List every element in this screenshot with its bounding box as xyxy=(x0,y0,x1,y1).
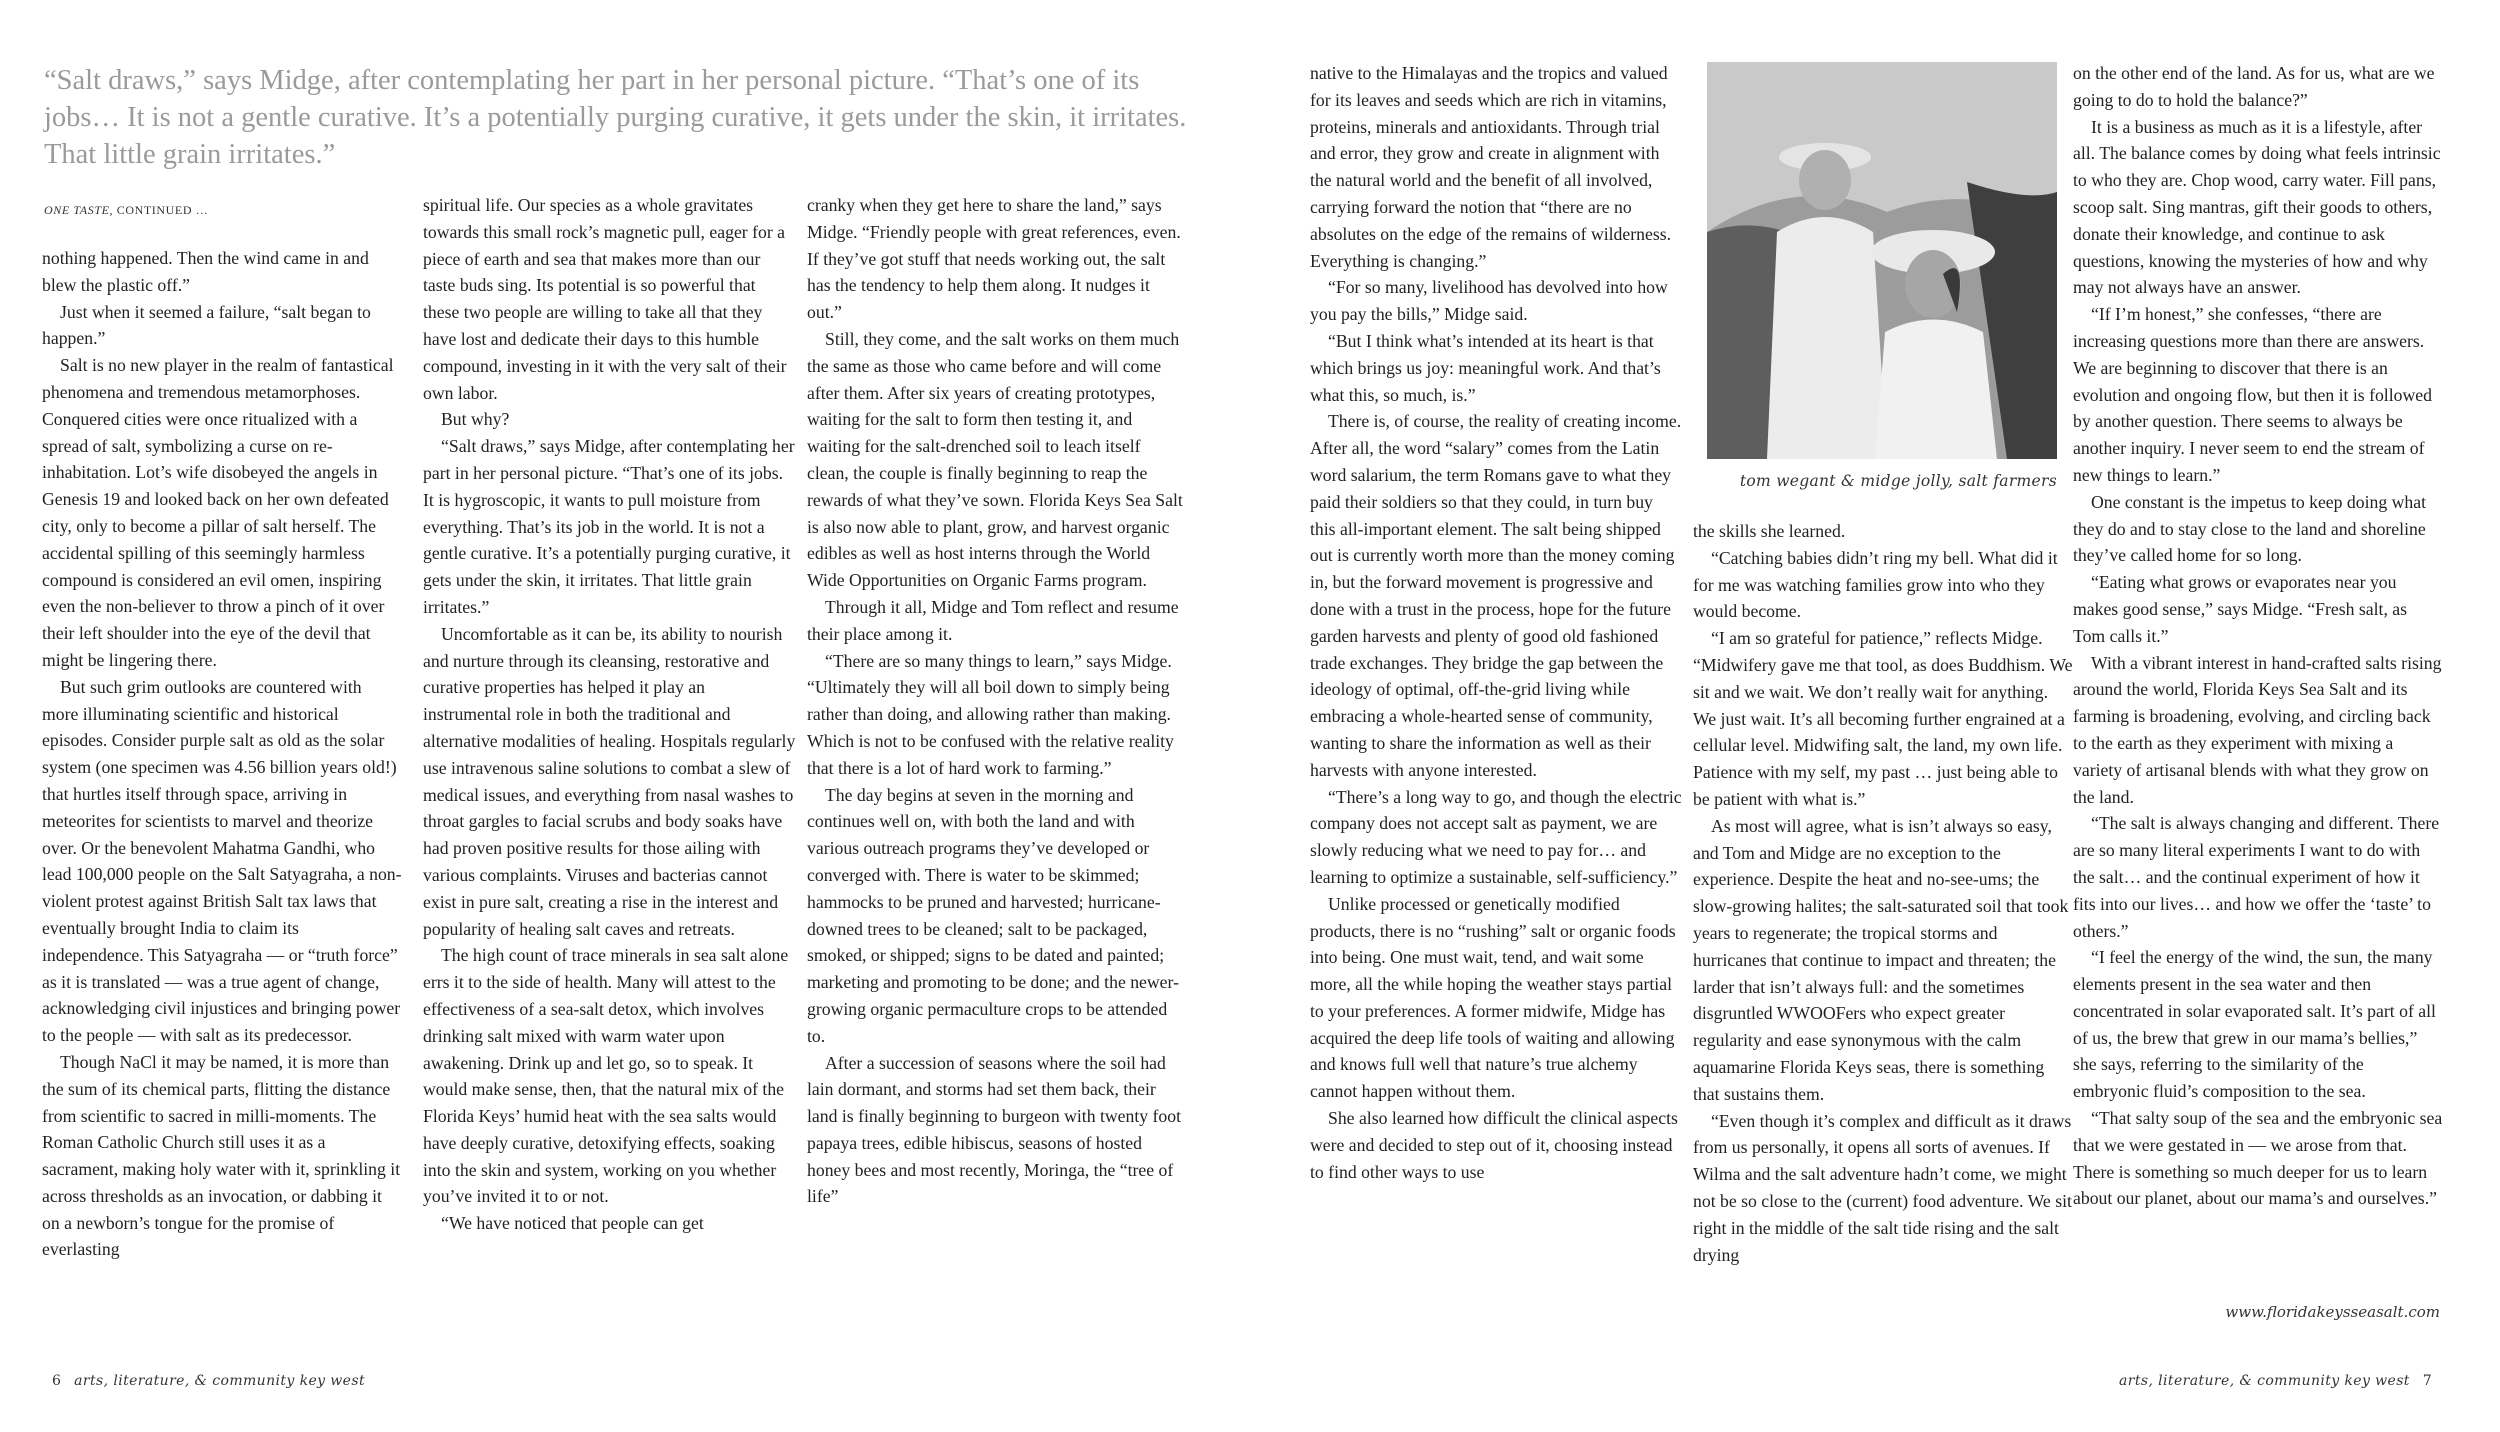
paragraph: “The salt is always changing and different. There are so many literal experiments I want to do with the salt… and the continual experiment of how it fits into our lives… and how we offer the ‘taste’ to others.” xyxy=(2073,813,2440,941)
paragraph: One constant is the impetus to keep doing what they do and to stay close to the land and shoreline they’ve called home for so long. xyxy=(2073,491,2427,566)
right-column-3 xyxy=(2073,60,2443,1320)
paragraph: There is, of course, the reality of creating income. After all, the word “salary” comes from the Latin word salarium, the term Romans gave to what they paid their soldiers so that they could, in turn buy this all-important element. The salt being shipped out is currently worth more than the money coming in, but the forward movement is progressive and done with a trust in the process, hope for the future garden harvests and plenty of good old fashioned trade exchanges. They bridge the gap between the ideology of optimal, off-the-grid living while embracing a whole-hearted sense of community, wanting to share the information as well as their harvests with anyone interested. xyxy=(1310,411,1682,780)
paragraph: After a succession of seasons where the soil had lain dormant, and storms had set them back, their land is finally beginning to burgeon with twenty foot papaya trees, edible hibiscus, seasons of hosted honey bees and most recently, Moringa, the “tree of life” xyxy=(807,1052,1182,1207)
paragraph: “Eating what grows or evaporates near you makes good sense,” says Midge. “Fresh salt, as Tom calls it.” xyxy=(2073,572,2408,646)
website-signature: www.floridakeysseasalt.com xyxy=(2225,1303,2440,1321)
footer-left xyxy=(44,1373,365,1389)
paragraph: spiritual life. Our species as a whole gravitates towards this small rock’s magnetic pull, eager for a piece of earth and sea that makes more than our taste buds sing. Its potential is so powerful that these two people are willing to take all that they have lost and dedicate their days to this humble compound, investing in it with the very salt of their own labor. xyxy=(423,195,787,403)
paragraph: “I feel the energy of the wind, the sun, the many elements present in the sea water and then concentrated in solar evaporated salt. It’s part of all of us, the brew that grew in our mama’s bellies,” she says, referring to the similarity of the embryonic fluid’s composition to the sea. xyxy=(2073,947,2436,1102)
paragraph: Uncomfortable as it can be, its ability to nourish and nurture through its cleansing, restorative and curative properties has helped it play an instrumental role in both the traditional and alternative modalities of healing. Hospitals regularly use intravenous saline solutions to combat a slew of medical issues, and everything from nasal washes to throat gargles to facial scrubs and body soaks have had proven positive results for those ailing with various complaints. Viruses and bacterias cannot exist in pure salt, creating a rise in the interest and popularity of healing salt caves and retreats. xyxy=(423,623,796,939)
paragraph: With a vibrant interest in hand-crafted salts rising around the world, Florida Keys Sea Salt and its farming is broadening, evolving, and circling back to the earth as they experiment with mixing a variety of artisanal blends with what they grow on the land. xyxy=(2073,652,2442,807)
page-number: 7 xyxy=(2422,1373,2432,1389)
paragraph: Though NaCl it may be named, it is more than the sum of its chemical parts, flitting the distance from scientific to sacred in milli-moments. The Roman Catholic Church still uses it as a sacrament, making holy water with it, sprinkling it across thresholds as an invocation, or dabbing it on a newborn’s tongue for the promise of everlasting xyxy=(42,1051,401,1260)
continued-label xyxy=(44,203,208,218)
paragraph: nothing happened. Then the wind came in and blew the plastic off.” xyxy=(42,248,369,295)
paragraph: Just when it seemed a failure, “salt began to happen.” xyxy=(42,301,371,349)
paragraph: But such grim outlooks are countered with more illuminating scientific and historical episodes. Consider purple salt as old as the solar system (one specimen was 4.56 billion years old!) that hurtles itself through space, arriving in meteorites for scientists to marvel and theorize over. Or the benevolent Mahatma Gandhi, who lead 100,000 people on the Salt Satyagraha, a non-violent protest against British Salt tax laws that eventually brought India to claim its independence. This Satyagraha — or “truth force” as it is translated — was a true agent of change, acknowledging civil injustices and bringing power to the people — with salt as its predecessor. xyxy=(42,676,402,1046)
paragraph: “Salt draws,” says Midge, after contemplating her part in her personal picture. “That’s one of its jobs. It is hygroscopic, it wants to pull moisture from everything. That’s its job in the world. It is not a gentle curative. It’s a potentially purging curative, it gets under the skin, it irritates. That little grain irritates.” xyxy=(423,436,795,617)
left-column-3 xyxy=(807,192,1183,1320)
footer-text: arts, literature, & community key west xyxy=(74,1373,365,1389)
paragraph: Salt is no new player in the realm of fantastical phenomena and tremendous metamorphoses. Conquered cities were once ritualized with a spread of salt, symbolizing a curse on re-inhabitation. Lot’s wife disobeyed the angels in Genesis 19 and looked back on her own defeated city, only to become a pillar of salt herself. The accidental spilling of this seemingly harmless compound is considered an evil omen, inspiring even the non-believer to throw a pinch of it over their left shoulder into the eye of the devil that might be lingering there. xyxy=(42,355,394,670)
pull-quote: “Salt draws,” says Midge, after contemplating her part in her personal picture. “That’s one of its jobs… It is not a gentle curative. It’s a potentially purging curative, it gets under the skin, it irritates. That little grain irritates.” xyxy=(44,65,1187,170)
paragraph: Unlike processed or genetically modified products, there is no “rushing” salt or organic foods into being. One must wait, tend, and wait some more, all the while hoping the weather stays partial to your preferences. A former midwife, Midge has acquired the deep life tools of waiting and allowing and knows full well that nature’s true alchemy cannot happen without them. xyxy=(1310,893,1676,1102)
paragraph: Still, they come, and the salt works on them much the same as those who came before and will come after them. After six years of creating prototypes, waiting for the salt to form then testing it, and waiting for the salt-drenched soil to leach itself clean, the couple is finally beginning to reap the rewards of what they’ve sown. Florida Keys Sea Salt is also now able to plant, grow, and harvest organic edibles as well as host interns through the World Wide Opportunities on Organic Farms program. xyxy=(807,328,1183,591)
paragraph: on the other end of the land. As for us, what are we going to do to hold the balance?” xyxy=(2073,63,2435,110)
paragraph: “I am so grateful for patience,” reflects Midge. “Midwifery gave me that tool, as does Buddhism. We sit and we wait. We don’t really wait for anything. We just wait. It’s all becoming further engrained at a cellular level. Midwifing salt, the land, my own life. Patience with my self, my past … just being able to be patient with what is.” xyxy=(1693,628,2073,809)
left-column-1 xyxy=(42,245,402,1320)
paragraph: “If I’m honest,” she confesses, “there are increasing questions more than there are answers. We are beginning to discover that there is an evolution and ongoing flow, but then it is followed by another question. There seems to always be another inquiry. I never seem to end the stream of new things to learn.” xyxy=(2073,304,2432,485)
paragraph: It is a business as much as it is a lifestyle, after all. The balance comes by doing what feels intrinsic to who they are. Chop wood, carry water. Fill pans, scoop salt. Sing mantras, gift their goods to others, donate their knowledge, and continue to ask questions, knowing the mysteries of how and why may not always have an answer. xyxy=(2073,116,2441,298)
right-column-2 xyxy=(1693,518,2073,1320)
paragraph: Through it all, Midge and Tom reflect and resume their place among it. xyxy=(807,596,1179,644)
footer-right xyxy=(2119,1373,2440,1389)
paragraph: “Even though it’s complex and difficult as it draws from us personally, it opens all sorts of avenues. If Wilma and the salt adventure hadn’t come, we might not be so close to the (current) food adventure. We sit right in the middle of the salt tide rising and the salt drying xyxy=(1693,1110,2072,1265)
paragraph: cranky when they get here to share the land,” says Midge. “Friendly people with great references, even. If they’ve got stuff that needs working out, the salt has the tendency to help them along. It nudges it out.” xyxy=(807,195,1181,323)
page-number: 6 xyxy=(52,1373,62,1389)
paragraph: But why? xyxy=(441,409,510,430)
continued-label-italic: ONE TASTE, xyxy=(44,203,114,217)
paragraph: The high count of trace minerals in sea salt alone errs it to the side of health. Many will attest to the effectiveness of a sea-salt detox, which involves drinking salt mixed with warm water upon awakening. Drink up and let go, so to speak. It would make sense, then, that the natural mix of the Florida Keys’ humid heat with the sea salts would have deeply curative, detoxifying effects, soaking into the skin and system, working on you whether you’ve invited it to or not. xyxy=(423,945,789,1207)
left-column-2 xyxy=(423,192,796,1320)
paragraph: The day begins at seven in the morning and continues well on, with both the land and with various outreach programs they’ve developed or converged with. There is water to be skimmed; hammocks to be pruned and harvested; hurricane-downed trees to be cleaned; salt to be packaged, smoked, or shipped; signs to be dated and painted; marketing and promoting to be done; and the newer-growing organic permaculture crops to be attended to. xyxy=(807,784,1179,1046)
paragraph: “That salty soup of the sea and the embryonic sea that we were gestated in — we arose from that. There is something so much deeper for us to learn about our planet, about our mama’s and ourselves.” xyxy=(2073,1108,2443,1209)
paragraph: “There’s a long way to go, and though the electric company does not accept salt as payment, we are slowly reducing what we need to pay for… and learning to optimize a sustainable, self-sufficiency.” xyxy=(1310,786,1682,887)
right-page xyxy=(1250,0,2500,1432)
photo-illustration xyxy=(1707,62,2057,459)
paragraph: As most will agree, what is isn’t always so easy, and Tom and Midge are no exception to the experience. Despite the heat and no-see-ums; the slow-growing halites; the salt-saturated soil that took years to regenerate; the tropical storms and hurricanes that continue to impact and threaten; the larder that isn’t always full: and the sometimes disgruntled WWOOFers who expect greater regularity and ease synonymous with the calm aquamarine Florida Keys seas, there is something that sustains them. xyxy=(1693,815,2069,1104)
continued-label-rest: CONTINUED … xyxy=(113,203,209,217)
paragraph: “But I think what’s intended at its heart is that which brings us joy: meaningful work. And that’s what this, so much, is.” xyxy=(1310,330,1661,405)
paragraph: She also learned how difficult the clinical aspects were and decided to step out of it, choosing instead to find other ways to use xyxy=(1310,1108,1678,1182)
paragraph: native to the Himalayas and the tropics and valued for its leaves and seeds which are rich in vitamins, proteins, minerals and antioxidants. Through trial and error, they grow and create in alignment with the natural world and the benefit of all involved, carrying forward the notion that “there are no absolutes on the edge of the remains of wilderness. Everything is changing.” xyxy=(1310,63,1672,271)
paragraph: “We have noticed that people can get xyxy=(441,1213,704,1234)
right-column-1 xyxy=(1310,60,1682,1320)
paragraph: “There are so many things to learn,” says Midge. “Ultimately they will all boil down to simply being rather than doing, and allowing rather than making. Which is not to be confused with the relative reality that there is a lot of hard work to farming.” xyxy=(807,650,1174,778)
paragraph: “For so many, livelihood has devolved into how you pay the bills,” Midge said. xyxy=(1310,277,1668,325)
photo-caption: tom wegant & midge jolly, salt farmers xyxy=(1739,472,2057,490)
footer-text: arts, literature, & community key west xyxy=(2119,1373,2410,1389)
portrait-photo-icon xyxy=(1707,62,2057,459)
paragraph: “Catching babies didn’t ring my bell. What did it for me was watching families grow into who they would become. xyxy=(1693,547,2058,622)
paragraph: the skills she learned. xyxy=(1693,521,1846,541)
